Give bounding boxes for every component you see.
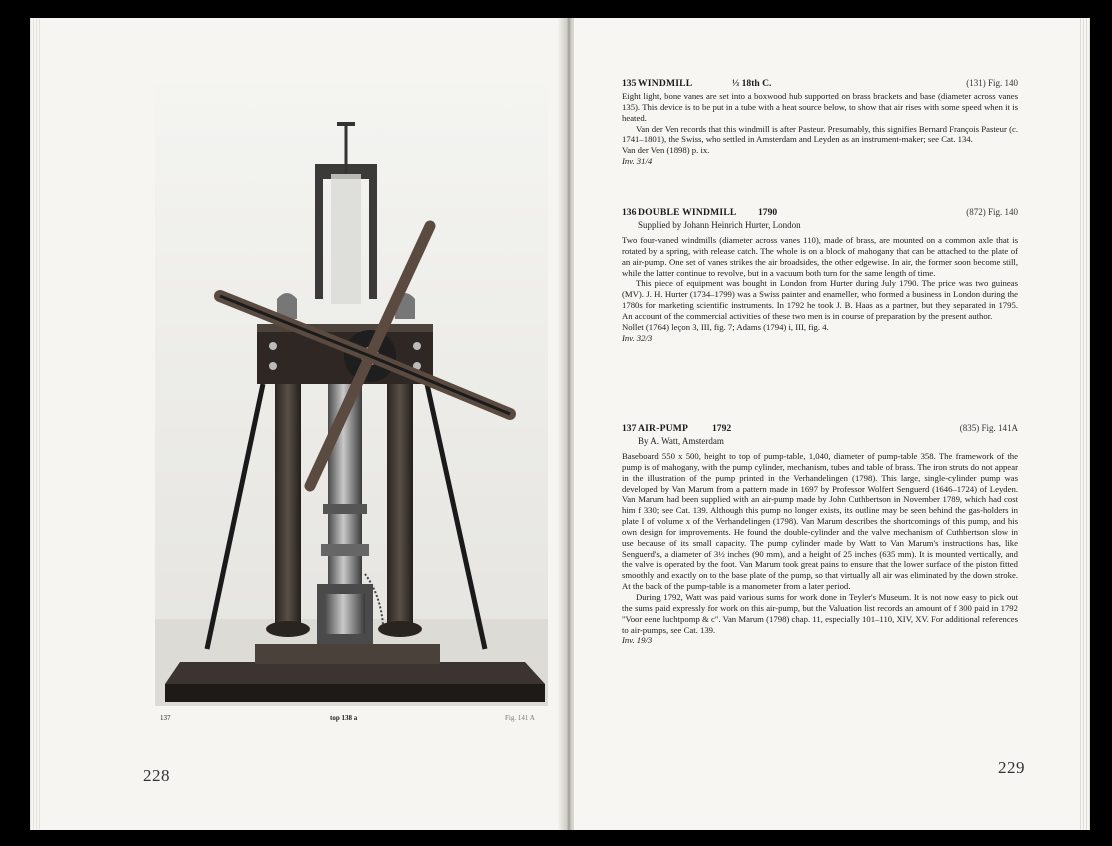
entry-reference: (872) Fig. 140 xyxy=(966,207,1018,217)
entry-title: AIR-PUMP xyxy=(638,423,689,434)
page-number-right: 229 xyxy=(998,758,1025,777)
inventory-number: Inv. 32/3 xyxy=(622,332,653,343)
entry-title: DOUBLE WINDMILL xyxy=(638,207,737,218)
entry-paragraph: This piece of equipment was bought in London from Hurter during July 1790. The price was two guineas (MV). J. H. Hurter (1734–1799) was a Swiss painter and enameller, who formed a business in London during the 1780s for marketing scientific instruments. In 1792 he took J. B. Haas as a partner, but they separated in 1795. An account of the commercial activities of these two men is in course of preparation by the present author. xyxy=(622,278,1018,321)
photo-caption-number: 137 xyxy=(160,714,171,722)
entry-date: ⅓ 18th C. xyxy=(732,78,772,89)
entry-supplier: Supplied by Johann Heinrich Hurter, London xyxy=(638,220,801,230)
entry-paragraph: Van der Ven records that this windmill is after Pasteur. Presumably, this signifies Bernard François Pasteur (c. 1741–1801), the Swiss, who settled in Amsterdam and Leyden as an instrument-maker; see Cat. 134. xyxy=(622,123,1018,145)
inventory-number: Inv. 19/3 xyxy=(622,635,653,646)
photo-caption-center: top 138 a xyxy=(330,714,358,722)
entry-number: 137 xyxy=(622,423,637,434)
entry-date: 1790 xyxy=(758,207,778,218)
entry-maker: By A. Watt, Amsterdam xyxy=(638,436,724,446)
photo-caption-figure: Fig. 141 A xyxy=(505,714,535,722)
entry-date: 1792 xyxy=(712,423,732,434)
entry-paragraph: Baseboard 550 x 500, height to top of pump-table, 1,040, diameter of pump-table 358. The framework of the pump is of mahogany, with the pump cylinder, mechanism, tubes and table of brass. The iron struts do not appear in the illustration of the pump printed in the Verhandelingen (1798). This large, single-cylinder pump was developed by Van Marum from a pattern made in 1697 by Professor Wolfert Senguerd (1646–1724) of Leyden. Van Marum had been supplied with an air-pump made by John Cuthbertson in November 1789, which had cost him f 330; see Cat. 139. Although this pump no longer exists, its outline may be seen behind the gas-holders in plate I of volume x of the Verhandelingen (1798). Van Marum describes the shortcomings of this pump, and his own design for improvements. He found the double-cylinder and the valve mechanism of Cuthbertson slow in use because of its small capacity. The pump cylinder made by Watt to Van Marum's instructions has, like Senguerd's, a diameter of 3½ inches (90 mm), and a height of 25 inches (635 mm). It is mounted vertically, and the valve is operated by the foot. Van Marum took great pains to ensure that the lower surface of the piston fitted smoothly and exactly on to the base plate of the pump, so that virtually all air was eliminated by the down stroke. At the back of the pump-table is a manometer from a later period. xyxy=(622,451,1018,592)
entry-reference: (131) Fig. 140 xyxy=(966,78,1018,88)
entry-title: WINDMILL xyxy=(638,78,693,89)
entry-number: 136 xyxy=(622,207,637,218)
entry-paragraph: Eight light, bone vanes are set into a boxwood hub supported on brass brackets and base (diameter across vanes 135). This device is to be put in a tube with a heat source below, to show that air rises with some speed when it is heated. xyxy=(622,91,1018,123)
entry-bibliography: Van der Ven (1898) p. ix. xyxy=(622,145,710,156)
page-number-left: 228 xyxy=(143,766,170,785)
catalog-entry-135 xyxy=(622,78,1018,167)
entry-reference: (835) Fig. 141A xyxy=(959,423,1018,433)
catalog-entry-137 xyxy=(622,423,1018,646)
inventory-number: Inv. 31/4 xyxy=(622,156,653,167)
catalog-entry-136 xyxy=(622,207,1018,344)
entry-number: 135 xyxy=(622,78,637,89)
entry-paragraph: During 1792, Watt was paid various sums for work done in Teyler's Museum. It is not now easy to pick out the sums paid expressly for work on this air-pump, but the Valuation list records an amount of f 300 paid in 1792 "Voor eene luchtpomp & c". Van Marum (1798) chap. 11, especially 101–110, XIV, XV. For additional references to air-pumps, see Cat. 139. xyxy=(622,591,1018,635)
entry-paragraph: Two four-vaned windmills (diameter across vanes 110), made of brass, are mounted on a common axle that is rotated by a spring, with release catch. The whole is on a block of mahogany that can be attached to the plate of an air-pump. One set of vanes strikes the air broadsides, the other edgewise. In air, the former soon become still, while the latter continue to revolve, but in a vacuum both turn for the same length of time. xyxy=(622,235,1018,278)
air-pump-photograph xyxy=(155,84,548,706)
entry-bibliography: Nollet (1764) leçon 3, III, fig. 7; Adams (1794) i, III, fig. 4. xyxy=(622,321,829,332)
